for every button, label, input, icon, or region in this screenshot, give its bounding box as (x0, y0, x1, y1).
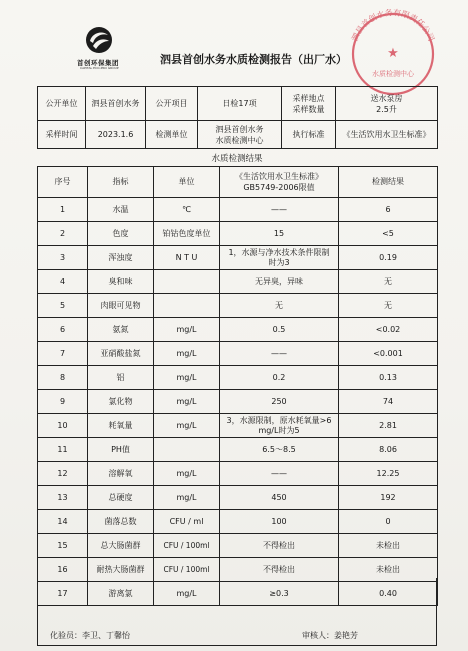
official-seal-icon (338, 2, 446, 96)
table-row (38, 366, 438, 390)
table-row (38, 270, 438, 294)
cell-unit: mg/L (154, 486, 220, 510)
cell-no: 2 (38, 222, 88, 246)
cell-result: 6 (339, 198, 438, 222)
cell-no: 15 (38, 534, 88, 558)
table-row (38, 246, 438, 270)
company-logo-en: CAPITAL ECO-PRO GROUP (80, 66, 119, 70)
info-label-unit: 公开单位 (38, 87, 86, 121)
cell-unit: mg/L (154, 366, 220, 390)
cell-no: 7 (38, 342, 88, 366)
cell-limit: —— (220, 198, 339, 222)
table-row (38, 486, 438, 510)
cell-limit: 1，水源与净水技术条件限制 时为3 (220, 246, 339, 270)
cell-unit (154, 294, 220, 318)
cell-item: 铝 (88, 366, 154, 390)
cell-result: <0.001 (339, 342, 438, 366)
cell-unit: mg/L (154, 390, 220, 414)
cell-item: 氨氮 (88, 318, 154, 342)
cell-no: 16 (38, 558, 88, 582)
cell-result: 未检出 (339, 534, 438, 558)
cell-unit (154, 438, 220, 462)
info-value-standard: 《生活饮用水卫生标准》 (336, 121, 438, 149)
cell-result: <0.02 (339, 318, 438, 342)
cell-result: 0.19 (339, 246, 438, 270)
cell-item: 肉眼可见物 (88, 294, 154, 318)
info-row (38, 121, 438, 149)
results-table (37, 166, 438, 606)
cell-no: 14 (38, 510, 88, 534)
cell-item: 臭和味 (88, 270, 154, 294)
info-label-time: 采样时间 (38, 121, 86, 149)
info-value-sampling: 送水泵房 2.5升 (336, 87, 438, 121)
table-row (38, 342, 438, 366)
cell-limit: 450 (220, 486, 339, 510)
cell-no: 13 (38, 486, 88, 510)
cell-limit: 不得检出 (220, 558, 339, 582)
inspector-signature: 化验员：李卫、丁馨怡 (50, 631, 130, 640)
cell-item: 氯化物 (88, 390, 154, 414)
info-label-standard: 执行标准 (282, 121, 336, 149)
cell-limit: 250 (220, 390, 339, 414)
col-header-item: 指标 (88, 167, 154, 198)
info-row (38, 87, 438, 121)
cell-item: 色度 (88, 222, 154, 246)
cell-result: 12.25 (339, 462, 438, 486)
cell-unit: mg/L (154, 318, 220, 342)
table-row (38, 222, 438, 246)
col-header-limit: 《生活饮用水卫生标准》 GB5749-2006限值 (220, 167, 339, 198)
cell-unit: CFU / 100ml (154, 534, 220, 558)
cell-item: 总大肠菌群 (88, 534, 154, 558)
cell-no: 12 (38, 462, 88, 486)
svg-text:水质检测中心: 水质检测中心 (372, 70, 414, 78)
cell-unit: 铂钴色度单位 (154, 222, 220, 246)
cell-no: 1 (38, 198, 88, 222)
cell-no: 6 (38, 318, 88, 342)
cell-item: 耗氧量 (88, 414, 154, 438)
cell-item: 耐热大肠菌群 (88, 558, 154, 582)
info-value-lab: 泗县首创水务 水质检测中心 (198, 121, 282, 149)
cell-result: <5 (339, 222, 438, 246)
cell-item: 游离氯 (88, 582, 154, 606)
cell-limit: 0.2 (220, 366, 339, 390)
reviewer-signature: 审核人：姜艳芳 (302, 631, 358, 640)
col-header-result: 检测结果 (339, 167, 438, 198)
cell-limit: 3，水源限制，原水耗氧量>6 mg/L时为5 (220, 414, 339, 438)
company-logo-icon (84, 25, 114, 55)
table-row (38, 462, 438, 486)
cell-unit: CFU / 100ml (154, 558, 220, 582)
cell-limit: 6.5～8.5 (220, 438, 339, 462)
cell-limit: ≥0.3 (220, 582, 339, 606)
cell-no: 8 (38, 366, 88, 390)
cell-limit: 15 (220, 222, 339, 246)
cell-limit: —— (220, 462, 339, 486)
cell-unit: mg/L (154, 462, 220, 486)
cell-result: 无 (339, 294, 438, 318)
table-row (38, 414, 438, 438)
table-row (38, 390, 438, 414)
cell-unit (154, 270, 220, 294)
cell-item: 水温 (88, 198, 154, 222)
cell-no: 5 (38, 294, 88, 318)
table-row (38, 294, 438, 318)
info-value-time: 2023.1.6 (86, 121, 146, 149)
svg-text:泗县首创水务有限责任公司: 泗县首创水务有限责任公司 (350, 8, 436, 43)
cell-no: 11 (38, 438, 88, 462)
table-row (38, 510, 438, 534)
cell-result: 0.40 (339, 582, 438, 606)
cell-item: PH值 (88, 438, 154, 462)
cell-unit: CFU / ml (154, 510, 220, 534)
cell-limit: 无 (220, 294, 339, 318)
cell-result: 8.06 (339, 438, 438, 462)
info-label-project: 公开项目 (146, 87, 198, 121)
results-header-row (38, 167, 438, 198)
col-header-unit: 单位 (154, 167, 220, 198)
report-info-table (37, 86, 438, 149)
report-title: 泗县首创水务水质检测报告（出厂水） (160, 53, 347, 66)
cell-unit: mg/L (154, 342, 220, 366)
svg-text:★: ★ (387, 46, 399, 61)
cell-limit: 100 (220, 510, 339, 534)
cell-item: 亚硝酸盐氮 (88, 342, 154, 366)
cell-limit: 无异臭，异味 (220, 270, 339, 294)
cell-no: 10 (38, 414, 88, 438)
cell-result: 192 (339, 486, 438, 510)
cell-unit: N T U (154, 246, 220, 270)
cell-item: 菌落总数 (88, 510, 154, 534)
cell-limit: 0.5 (220, 318, 339, 342)
col-header-no: 序号 (38, 167, 88, 198)
cell-result: 74 (339, 390, 438, 414)
cell-no: 9 (38, 390, 88, 414)
cell-unit: mg/L (154, 582, 220, 606)
cell-unit: mg/L (154, 414, 220, 438)
table-row (38, 198, 438, 222)
cell-item: 溶解氧 (88, 462, 154, 486)
cell-unit: ℃ (154, 198, 220, 222)
cell-result: 无 (339, 270, 438, 294)
info-label-lab: 检测单位 (146, 121, 198, 149)
cell-result: 未检出 (339, 558, 438, 582)
table-row (38, 534, 438, 558)
cell-item: 总硬度 (88, 486, 154, 510)
company-logo-name: 首创环保集团 (77, 59, 119, 67)
results-title: 水质检测结果 (211, 154, 263, 164)
cell-limit: —— (220, 342, 339, 366)
cell-no: 4 (38, 270, 88, 294)
info-value-unit: 泗县首创水务 (86, 87, 146, 121)
cell-result: 0.13 (339, 366, 438, 390)
cell-no: 3 (38, 246, 88, 270)
info-value-project: 日检17项 (198, 87, 282, 121)
cell-item: 浑浊度 (88, 246, 154, 270)
cell-result: 2.81 (339, 414, 438, 438)
table-row (38, 438, 438, 462)
cell-no: 17 (38, 582, 88, 606)
table-row (38, 318, 438, 342)
info-label-sampling: 采样地点 采样数量 (282, 87, 336, 121)
cell-limit: 不得检出 (220, 534, 339, 558)
cell-result: 0 (339, 510, 438, 534)
